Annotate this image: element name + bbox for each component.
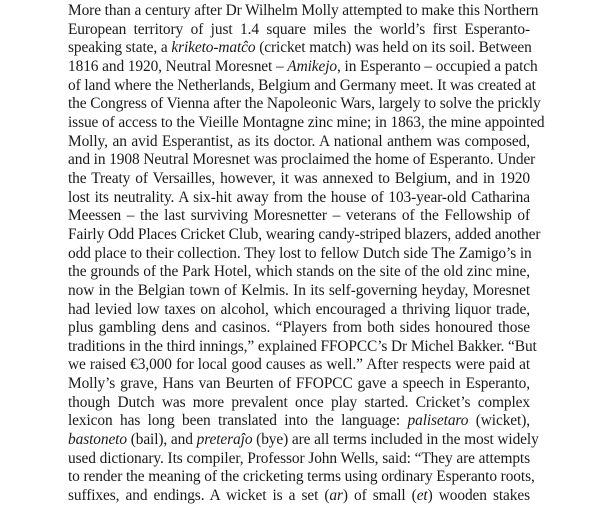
- text-line: [68, 133, 530, 152]
- text-line: [68, 207, 530, 226]
- text-line: [68, 375, 530, 394]
- text-line: [68, 95, 541, 114]
- text-run: Molly, an avid Esperantist, as its doctor. A national anthem was composed,: [68, 132, 530, 150]
- text-run: (bye) are all terms included in the most widely: [252, 431, 539, 449]
- italic-term: ar: [329, 487, 343, 505]
- text-run: , in Esperanto – occupied a patch: [337, 57, 538, 75]
- text-line: [68, 39, 530, 58]
- text-line: [68, 263, 530, 282]
- text-run: we raised €3,000 for local good causes as well.” After respects were paid at: [68, 356, 530, 374]
- italic-term: kriketo-matĉo: [171, 39, 256, 57]
- text-line: [68, 431, 539, 450]
- italic-term: et: [416, 487, 428, 505]
- text-line: [68, 282, 530, 301]
- text-line: [68, 337, 537, 357]
- text-run: Meessen – the last surviving Moresnetter – veterans of the Fellowship of: [68, 207, 530, 225]
- italic-term: preteraĵo: [196, 431, 253, 449]
- text-run: of land where the Netherlands, Belgium and Germany meet. It was created at: [68, 76, 536, 94]
- text-run: 1816 and 1920, Neutral Moresnet –: [68, 57, 288, 75]
- text-run: (wicket),: [468, 412, 530, 430]
- text-run: suffixes, and endings. A wicket is a set (: [68, 487, 330, 505]
- article-body: [68, 2, 545, 506]
- text-line: [68, 225, 541, 245]
- text-run: ) wooden stakes: [427, 487, 530, 505]
- text-run: plus gambling dens and casinos. “Players from both sides honoured those: [68, 319, 530, 337]
- text-run: though Dutch was more prevalent once play started. Cricket’s complex: [68, 393, 530, 411]
- text-run: now in the Belgian town of Kelmis. In its self-governing heyday, Moresnet: [68, 281, 530, 299]
- text-run: the grounds of the Park Hotel, which stands on the site of the old zinc mine,: [68, 263, 530, 281]
- text-run: ) of small (: [342, 487, 417, 505]
- text-run: and in 1908 Neutral Moresnet was proclaimed the home of Esperanto. Under: [68, 151, 536, 169]
- text-line: [68, 2, 539, 21]
- text-run: odd place to their collection. They lost to fellow Dutch side The Zamigo’s in: [68, 244, 532, 262]
- text-run: the Congress of Vienna after the Napoleonic Wars, largely to solve the prickly: [68, 95, 541, 113]
- italic-term: Amikejo: [287, 57, 338, 75]
- text-line: [68, 301, 530, 320]
- text-line: [68, 394, 530, 413]
- text-run: Molly’s grave, Hans van Beurten of FFOPCC gave a speech in Esperanto,: [68, 375, 530, 393]
- text-line: [68, 113, 545, 133]
- text-line: [68, 170, 530, 189]
- text-run: used dictionary. Its compiler, Professor John Wells, said: “They are attempts: [68, 449, 530, 467]
- text-run: issue of access to the Vieille Montagne zinc mine; in 1863, the mine appointed: [68, 113, 545, 131]
- text-run: had levied low taxes on alcohol, which encouraged a thriving liquor trade,: [68, 300, 530, 318]
- text-line: [68, 356, 530, 375]
- text-line: [68, 189, 530, 208]
- text-line: [68, 412, 530, 431]
- italic-term: bastoneto: [68, 431, 127, 449]
- text-line: [68, 487, 530, 506]
- text-run: European territory of just 1.4 square miles the world’s first Esperanto-: [68, 20, 530, 38]
- text-run: (cricket match) was held on its soil. Between: [255, 39, 532, 57]
- text-run: (bail), and: [126, 431, 197, 449]
- text-line: [68, 245, 530, 264]
- text-run: lost its neutrality. A six-hit away from the house of 103-year-old Catharina: [68, 188, 530, 206]
- text-run: traditions in the third innings,” explained FFOPCC’s Dr Michel Bakker. “But: [68, 337, 537, 355]
- text-line: [68, 319, 530, 338]
- text-run: the Treaty of Versailles, however, it was annexed to Belgium, and in 1920: [68, 169, 530, 187]
- text-run: lexicon has long been translated into the language:: [68, 412, 408, 430]
- text-line: [68, 151, 536, 170]
- text-run: More than a century after Dr Wilhelm Molly attempted to make this Northern: [68, 2, 539, 19]
- text-line: [68, 468, 535, 487]
- text-line: [68, 450, 530, 469]
- text-line: [68, 21, 530, 40]
- text-run: speaking state, a: [68, 39, 172, 57]
- text-line: [68, 76, 536, 96]
- text-run: to render the meaning of the cricketing terms using ordinary Esperanto roots,: [68, 468, 535, 486]
- text-line: [68, 57, 538, 77]
- italic-term: palisetaro: [407, 412, 469, 430]
- text-run: Fairly Odd Places Cricket Club, wearing candy-striped blazers, added another: [68, 225, 541, 243]
